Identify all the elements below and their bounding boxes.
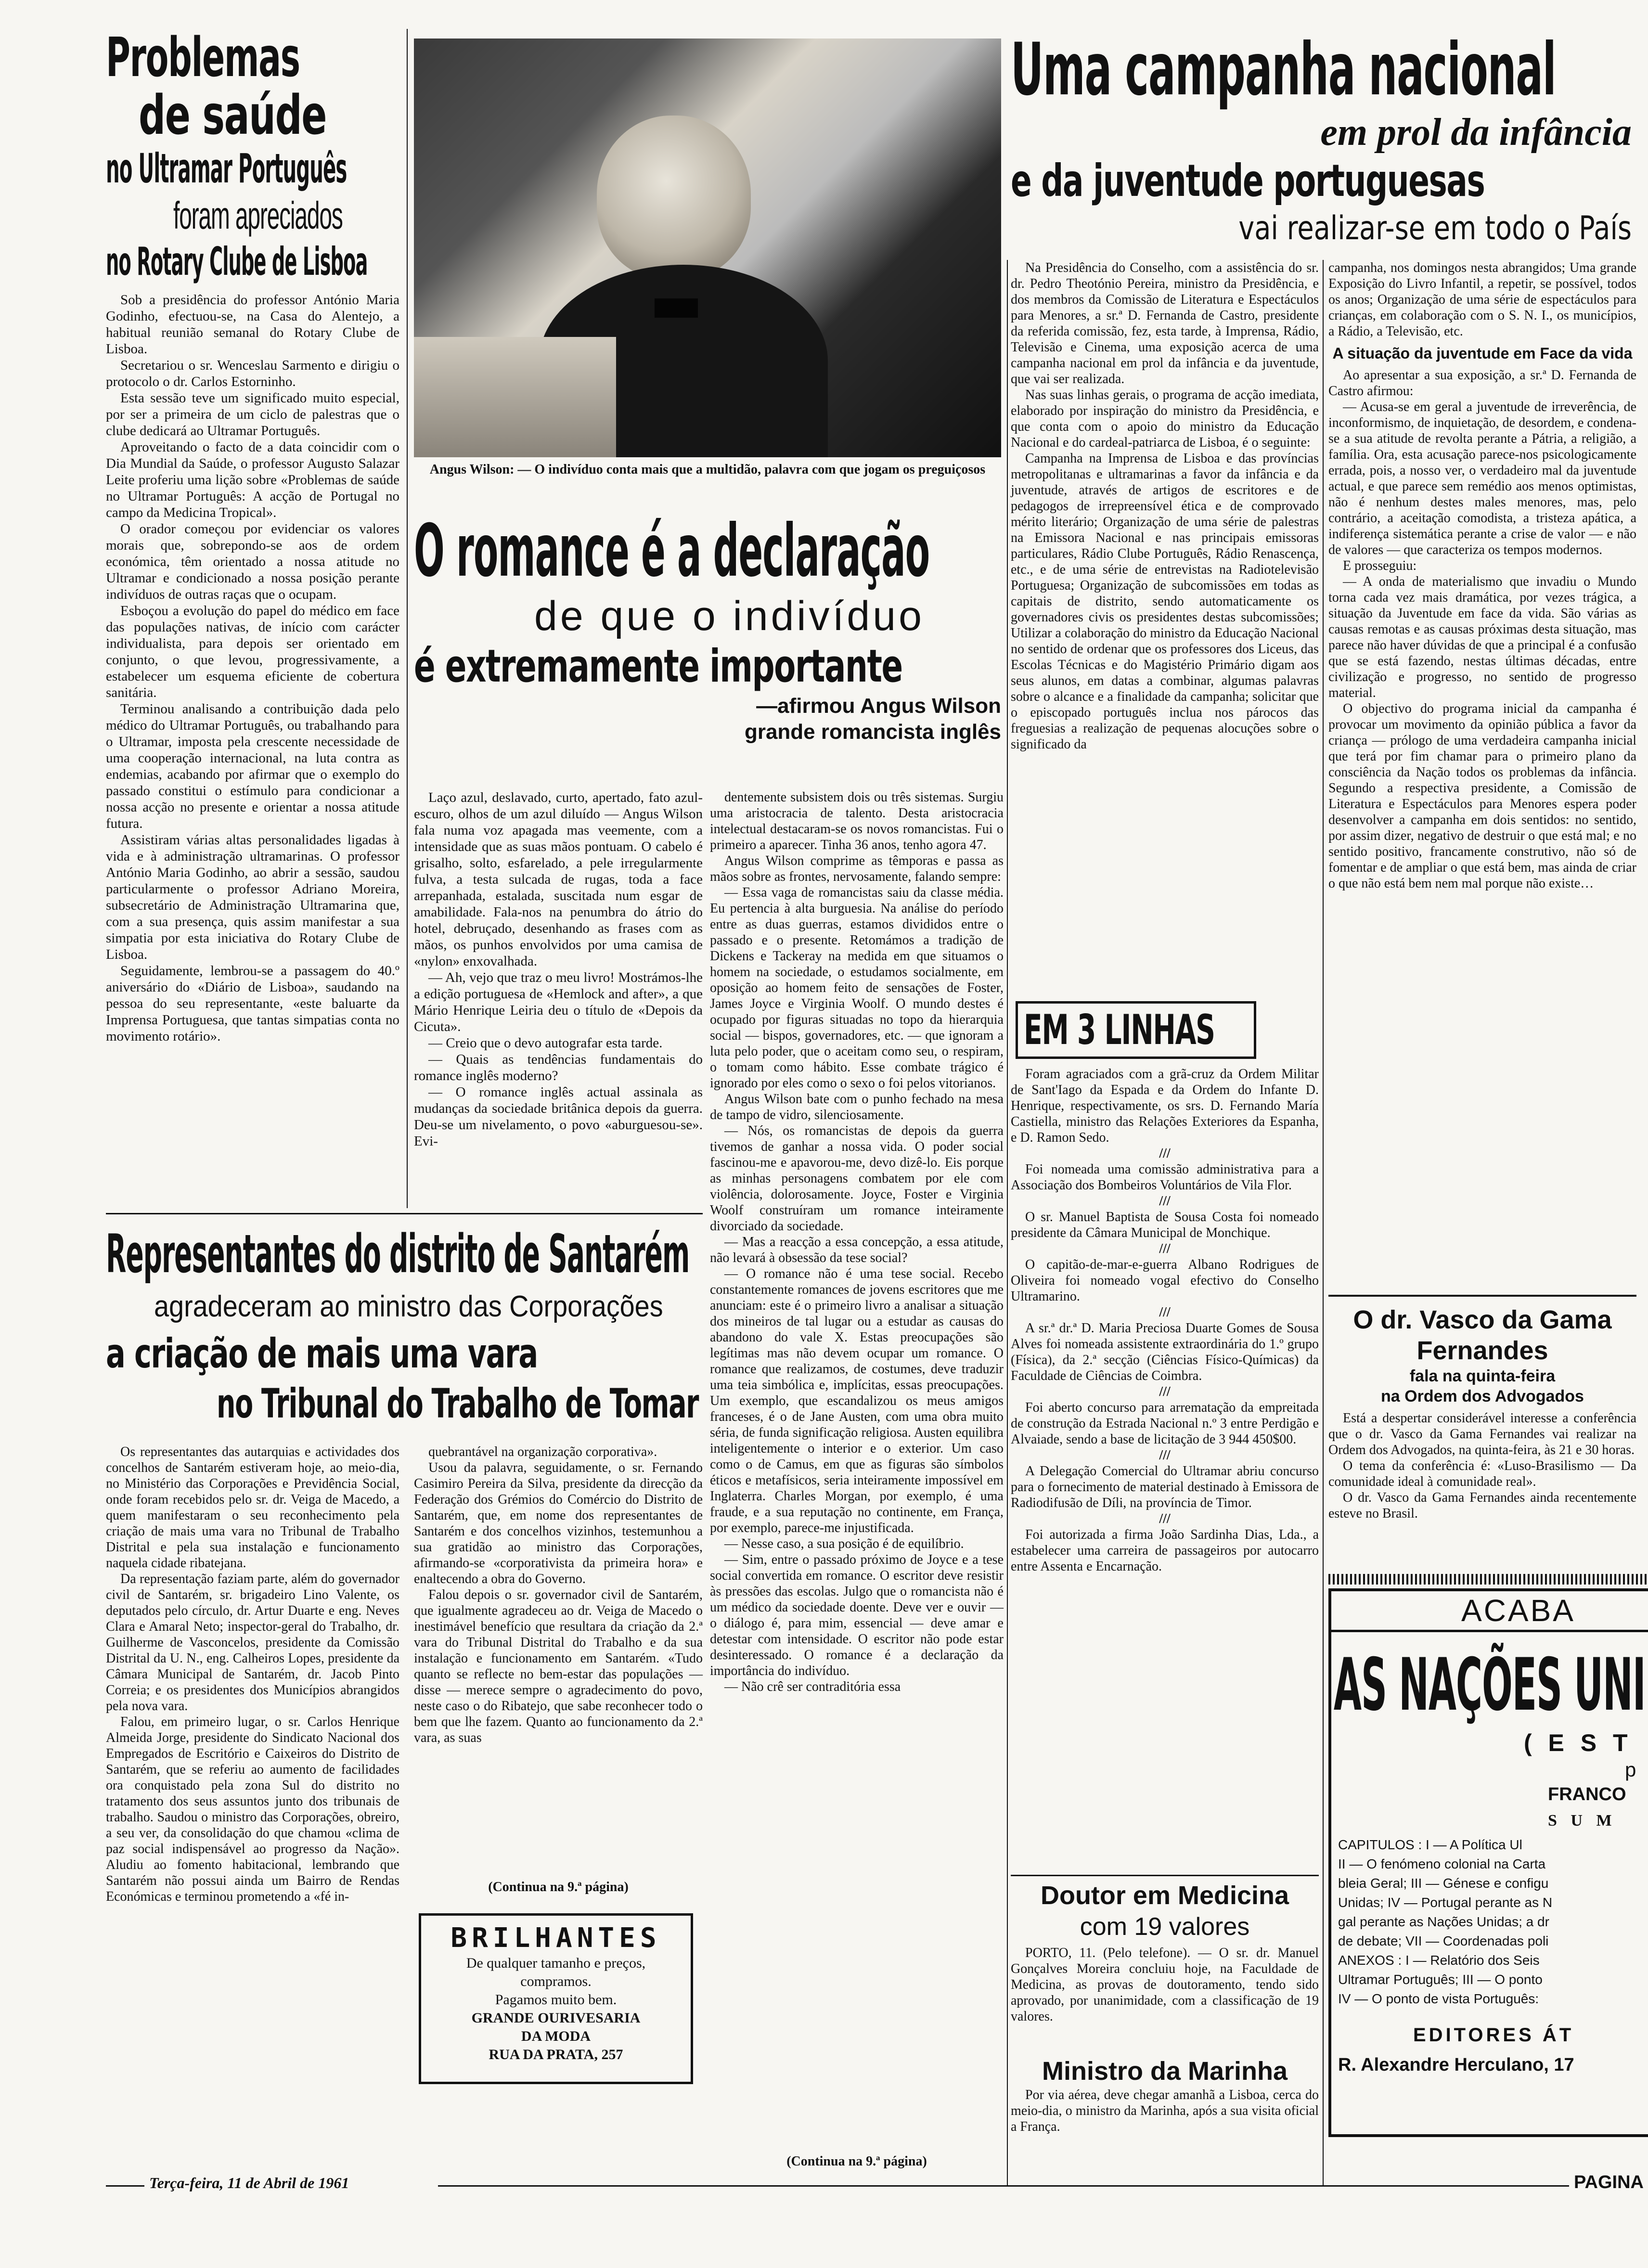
vasco-sub-2: na Ordem dos Advogados [1381,1387,1584,1405]
center-article-headline [414,510,1006,745]
continue-note-2: (Continua na 9.ª página) [786,2154,927,2169]
paragraph: Assistiram várias altas personalidades ligadas à vida e à administração ultramarinas. O professor António Maria Godinho, ao abrir a sessão, saudou particularmente o professor Adriano Moreira, subsecretário de Administração Ultramarina que, com a sua presença, quis assim manifestar a sua simpatia por esta iniciativa do Rotary Clube de Lisboa. [106,832,399,962]
headline-individuo: de que o indivíduo [534,593,925,639]
nacoes-acaba: ACABA [1461,1593,1575,1628]
vasco-sub-1: fala na quinta-feira [1409,1367,1556,1385]
headline-ultramar: no Ultramar Português [106,145,347,192]
nacoes-title: AS NAÇÕES UNI [1334,1643,1646,1727]
center-article-col1 [414,789,703,1149]
headline-problemas: Problemas [106,26,300,89]
summary-line: Ultramar Português; III — O ponto [1338,1972,1543,1987]
paragraph: Está a despertar considerável interesse a conferência que o dr. Vasco da Gama Fernandes vai realizar na Ordem dos Advogados, na quinta-feira, às 21 e 30 horas. [1328,1411,1636,1457]
paragraph: — Não crê ser contraditória essa [724,1679,901,1694]
paragraph: Na Presidência do Conselho, com a assistência do sr. dr. Pedro Theotónio Pereira, ministro da Presidência, e dos membros da Comissão de Literatura e Espectáculos para Menores, a sr.ª D. Fernanda de Castro, presidente da referida comissão, fez, esta tarde, à Imprensa, Rádio, Televisão e Cinema, uma exposição acerca de uma campanha nacional em prol da infância e da juventude, que vai ser realizada. [1011,260,1319,387]
paragraph: Laço azul, deslavado, curto, apertado, fato azul-escuro, olhos de um azul diluído — Angus Wilson fala numa voz apagada mas veemente, com a intensidade que as suas mãos pontuam. O cabelo é grisalho, solto, esfarelado, a pele irregularmente fulva, a testa sulcada de rugas, toda a face arrepanhada, estalada, suscitada num esgar de amabilidade. Fala-nos na penumbra do átrio do hotel, debruçado, desenhando as frases com as mãos, os punhos envolvidos por uma camisa de «nylon» enxovalhada. [414,790,703,969]
news-item: Foi autorizada a firma João Sardinha Dias, Lda., a estabelecer uma carreira de passageiros por autocarro entre Assenta e Encarnação. [1011,1527,1319,1574]
separator: /// [1159,1146,1171,1161]
paragraph: Campanha na Imprensa de Lisboa e das províncias metropolitanas e ultramarinas a favor da infância e da juventude, através de artigos de escritores e de pedagogos de irrepreensível ética e de comprovado mérito literário; Organização de uma série de palestras na Emissora Nacional e nas principais emissoras particulares, Rádio Clube Português, Rádio Renascença, etc., e de uma série de entrevistas na Radiotelevisão Portuguesa; Organização de subcomissões em todas as capitais de distrito, sendo automaticamente os governadores civis os presidentes destas subcomissões; Utilizar a colaboração do ministro da Educação Nacional no sentido de ordenar que os professores dos Liceus, das Escolas Técnicas e do Magistério Primário digam aos seus alunos, em datas a combinar, algumas palavras sobre o alcance e a finalidade da campanha; solicitar que o episcopado português inclua nos párocos das freguesias a realização de pequenas alocuções sobre o significado da [1011,451,1319,752]
right-article-headline [1011,29,1632,249]
center-article-col2 [710,789,1004,1695]
table-foreground [414,337,616,457]
continue-note-1: (Continua na 9.ª página) [488,1880,629,1894]
nacoes-address: R. Alexandre Herculano, 17 [1338,2055,1574,2075]
headline-rotary: no Rotary Clube de Lisboa [106,239,368,284]
nacoes-franco: FRANCO [1548,1784,1626,1804]
paragraph: — Nós, os romancistas de depois da guerra tivemos de ganhar a nossa vida. O poder social fascinou-me e apavorou-me, devo dizê-lo. Eis porque as minhas personagens combatem por ele com violência, dolorosamente. Joyce, Foster e Virginia Woolf construíram um romance inteiramente divorciado da sociedade. [710,1123,1004,1234]
ad-line: De qualquer tamanho e preços, [466,1955,646,1971]
separator: /// [1159,1384,1171,1399]
headline-realizar: vai realizar-se em todo o País [1238,209,1632,247]
vasco-title-1: O dr. Vasco da Gama [1353,1305,1612,1334]
medicina-title: Doutor em Medicina [1040,1881,1289,1910]
paragraph: O objectivo do programa inicial da campanha é provocar um movimento da opinião pública a favor da criança — prólogo de uma verdadeira campanha inicial que terá por fim chamar para o primeiro plano da consciência da Nação todos os problemas da infância. Segundo a respectiva presidente, a Comissão de Literatura e Espectáculos para Menores espera poder desenvolver a campanha em dois sentidos: no sentido, por assim dizer, negativo de destruir o que está mal; e no sentido positivo, francamente construtivo, não só de fomentar e de ampliar o que está bem, mas ainda de criar o que não está bem nem mal porque não existe… [1328,701,1636,891]
paragraph: Os representantes das autarquias e actividades dos concelhos de Santarém estiveram hoje, ao meio-dia, no Ministério das Corporações e Previdência Social, onde foram recebidos pelo sr. dr. Veiga de Macedo, a quem manifestaram o seu reconhecimento pela criação de mais uma vara no Tribunal de Trabalho Distrital e pela sua instalação e funcionamento naquela cidade ribatejana. [106,1444,399,1571]
marinha-title: Ministro da Marinha [1042,2057,1288,2086]
nacoes-p: p [1625,1758,1636,1781]
separator: /// [1159,1194,1171,1209]
paragraph: Angus Wilson bate com o punho fechado na mesa de tampo de vidro, silenciosamente. [710,1092,1004,1122]
paragraph: — A onda de materialismo que invadiu o Mundo torna cada vez mais dramática, por vezes trágica, a situação da Juventude em face da vida. São várias as causas remotas e as causas próximas desta situação, mas parece não haver dúvidas de que a principal é a confusão que se está fazendo, nestas últimas décadas, entre civilização e progresso, no sentido de progresso material. [1328,574,1636,700]
portrait-face [597,116,751,279]
paragraph: dentemente subsistem dois ou três sistemas. Surgiu uma aristocracia de talento. Desta aristocracia intelectual destacaram-se os novos romancistas. Fui o primeiro a aparecer. Tinha 36 anos, tenho agora 47. [710,790,1004,852]
separator: /// [1159,1241,1171,1256]
news-item: Foi nomeada uma comissão administrativa para a Associação dos Bombeiros Voluntários de Vila Flor. [1011,1162,1319,1193]
marinha-article [1011,2055,1319,2135]
headline-representantes: Representantes do distrito de Santarém [106,1223,690,1285]
vasco-body [1328,1410,1636,1521]
angus-wilson-photo [414,39,1001,457]
brilhantes-ad [419,1913,693,2084]
paragraph: Esboçou a evolução do papel do médico em face das populações nativas, de início com carácter individualista, para depois ser orientado em conjunto, o que levou, progressivamente, a estabelecer um esquema eficiente de cobertura sanitária. [106,603,399,700]
ad-line: compramos. [520,1973,592,1989]
ad-rule [1331,1630,1648,1632]
right-col1 [1011,260,1319,752]
paragraph: Seguidamente, lembrou-se a passagem do 40.º aniversário do «Diário de Lisboa», saudando na pessoa do seu representante, «este baluarte da Imprensa Portuguesa, que tantas simpatias conta no movimento rotário». [106,963,399,1044]
footer-date: Terça-feira, 11 de Abril de 1961 [149,2174,349,2191]
medicina-text: PORTO, 11. (Pelo telefone). — O sr. dr. Manuel Gonçalves Moreira concluiu hoje, na Faculdade de Medicina, as provas de doutoramento, tendo sido aprovado, por unanimidade, com a classificação de 19 valores. [1011,1946,1319,2024]
em3linhas-box [1016,1001,1256,1059]
ad-line: Pagamos muito bem. [495,1992,617,2008]
paragraph: Falou depois o sr. governador civil de Santarém, que igualmente agradeceu ao dr. Veiga de Macedo o inestimável benefício que resultara da criação da 2.ª vara do Tribunal Distrital do Trabalho e da sua instalação e funcionamento em Santarém. «Tudo quanto se reflecte no bem-estar das populações — disse — merece sempre o agradecimento do povo, neste caso o do Ribatejo, que sabe reconhecer todo o bem que lhe fazem. Quanto ao funcionamento da 2.ª vara, as suas [414,1587,703,1745]
subhead-juventude: A situação da juventude em Face da vida [1332,345,1633,362]
headline-de-saude: de saúde [139,84,327,147]
paragraph: Da representação faziam parte, além do governador civil de Santarém, sr. brigadeiro Lino Valente, os deputados pelo círculo, dr. Artur Duarte e eng. Neves Clara e Amaral Neto; inspector-geral do Trabalho, dr. Guilherme de Vasconcelos, presidente da Comissão Distrital da U. N., eng. Calheiros Lopes, presidente da Câmara Municipal de Santarém, dr. Jacob Pinto Correia; e os presidentes dos Municípios abrangidos pela nova vara. [106,1572,399,1714]
headline-prol: em prol da infância [1320,111,1632,154]
summary-line: CAPITULOS : I — A Política Ul [1338,1837,1522,1852]
nacoes-ad [1328,1588,1648,2137]
paragraph: Sob a presidência do professor António Maria Godinho, efectuou-se, na Casa do Alentejo, a habitual reunião semanal do Rotary Clube de Lisboa. [106,292,399,357]
paragraph: O tema da conferência é: «Luso-Brasilismo — Da comunidade ideal à comunidade real». [1328,1458,1636,1489]
separator: /// [1159,1305,1171,1320]
medicina-article [1011,1880,1319,2024]
separator: /// [1159,1448,1171,1463]
vasco-title-2: Fernandes [1416,1336,1548,1365]
column-rule [407,29,408,1208]
paragraph: — Sim, entre o passado próximo de Joyce e a tese social convertida em romance. O escritor deve resistir às pressões das escolas. Julgo que o romancista não é um médico da sociedade doente. Deve ver e ouvir — o diálogo é, para mim, essencial — deve amar e detestar com intensidade. O escritor não pode estar desinteressado. O romance é a declaração da importância do indivíduo. [710,1552,1004,1678]
paragraph: — Quais as tendências fundamentais do romance inglês moderno? [414,1052,703,1083]
paragraph: Terminou analisando a contribuição dada pelo médico do Ultramar Português, ou trabalhando para o Ultramar, imposta pela crescente necessidade de uma cooperação internacional, na luta contra as endemias, acabando por afirmar que o exemplo do passado constitui o estímulo para condicionar a nossa acção no presente e orientar a nossa atitude futura. [106,701,399,831]
nacoes-ad-hatch [1328,1574,1648,1585]
section-rule [1011,1875,1319,1876]
paragraph: O dr. Vasco da Gama Fernandes ainda recentemente esteve no Brasil. [1328,1490,1636,1521]
ad-line: GRANDE OURIVESARIA [471,2010,641,2026]
paragraph: Ao apresentar a sua exposição, a sr.ª D. Fernanda de Castro afirmou: [1328,368,1636,399]
paragraph: quebrantável na organização corporativa». [428,1444,657,1459]
headline-criacao: a criação de mais uma vara [106,1330,538,1377]
headline-campanha: Uma campanha nacional [1011,28,1556,112]
ad-title: BRILHANTES [451,1922,661,1954]
news-item: Foi aberto concurso para arrematação da empreitada de construção da Estrada Nacional n.º 3 entre Perdigão e Alvaiade, sendo a base de licitação de 3 944 450$00. [1011,1400,1319,1447]
paragraph: Falou, em primeiro lugar, o sr. Carlos Henrique Almeida Jorge, presidente do Sindicato Nacional dos Empregados de Escritório e Caixeiros do Distrito de Santarém, que se referiu ao aumento de facilidades ora conquistado pela zona Sul do distrito no tratamento dos seus assuntos junto dos tribunais de trabalho. Saudou o ministro das Corporações, obreiro, a seu ver, da consolidação do que chamou «clima de paz social indispensável ao progresso da Nação». Aludiu ao fomento habitacional, lembrando que Santarém não possui ainda um Bairro de Rendas Económicas e terminou prometendo a «fé in- [106,1714,399,1904]
headline-romance: O romance é a declaração [414,509,930,593]
paragraph: — Essa vaga de romancistas saiu da classe média. Eu pertencia à alta burguesia. Na análise do período entre as duas guerras, estamos divididos entre o passado e o presente. Retomámos a tradição de Dickens e Tackeray na medida em que situamos o homem na sociedade, o estudamos socialmente, em oposição ao homem feito de sensações de Foster, James Joyce e Virginia Woolf. O mundo destes é ocupado por figuras situadas no topo da hierarquia social — bispos, governadores, etc. — que ignoram a luta pelo poder, que o aceitam como seu, o respiram, o tomam como hábito. Esse combate trágico é ignorado por eles como o sexo o foi pelos vitorianos. [710,885,1004,1091]
summary-line: bleia Geral; III — Génese e configu [1338,1876,1549,1891]
left-article [106,26,399,1044]
paragraph: — Mas a reacção a essa concepção, a essa atitude, não levará à obsessão da tese social? [710,1235,1004,1265]
paragraph: Secretariou o sr. Wenceslau Sarmento e dirigiu o protocolo o dr. Carlos Estorninho. [106,358,399,389]
bow-tie [655,298,698,318]
section-rule [1328,1295,1636,1297]
paragraph: — O romance não é uma tese social. Recebo constantemente romances de jovens escritores que me anunciam: este é o primeiro livro a analisar a situação dos mineiros de tal lugar ou a estudar as causas do abandono do vale X. Estas preocupações são legítimas mas não devem ocupar um romance. O romance que realizamos, de costumes, deve traduzir uma teia simbólica e, implícitas, essas preocupações. Um exemplo, que escandalizou os meus amigos franceses, é o de Jane Austen, com uma obra muito séria, de funda significação religiosa. Austen equilibra inteligentemente o interior e o exterior. Um caso como o de Camus, em que as figuras são símbolos éticos e metafísicos, seria inteiramente impossível em Inglaterra. Charles Morgan, por exemplo, é uma fraude, e a sua reputação no continente, em França, por exemplo, parece-me injustificada. [710,1266,1004,1535]
paragraph: — O romance inglês actual assinala as mudanças da sociedade britânica depois da guerra. Deu-se um nivelamento, o povo «aburguesou-se». Evi- [414,1084,703,1149]
headline-importante: é extremamente importante [414,640,902,693]
headline-tribunal: no Tribunal do Trabalho de Tomar [217,1380,699,1427]
summary-line: de debate; VII — Coordenadas poli [1338,1933,1549,1948]
summary-line: gal perante as Nações Unidas; a dr [1338,1914,1549,1929]
nacoes-summary [1331,1835,1648,2009]
column-rule [1323,260,1324,2185]
headline-juventude: e da juventude portuguesas [1011,155,1485,206]
news-item: A sr.ª dr.ª D. Maria Preciosa Duarte Gomes de Sousa Alves foi nomeada assistente extraordinária do 1.º grupo (Física), da 2.ª secção (Ciências Físico-Químicas) da Faculdade de Ciências de Coimbra. [1011,1321,1319,1383]
footer-page: PAGINA [1569,2172,1644,2193]
headline-agradeceram: agradeceram ao ministro das Corporações [154,1290,663,1323]
footer-rule [438,2185,1593,2187]
summary-line: Unidas; IV — Portugal perante as N [1338,1895,1553,1910]
ad-line: DA MODA [521,2028,591,2044]
em3linhas-title: EM 3 LINHAS [1023,1006,1215,1054]
headline-foram: foram apreciados [173,194,343,237]
photo-caption: Angus Wilson: — O indivíduo conta mais que a multidão, palavra com que jogam os preguiçosos [429,462,986,477]
paragraph: E prosseguiu: [1343,558,1417,573]
ad-line: RUA DA PRATA, 257 [489,2047,623,2062]
santarem-col2 [414,1444,703,1746]
paragraph: Nas suas linhas gerais, o programa de acção imediata, elaborado por inspiração do ministro da Presidência, e que conta com o apoio do ministro da Educação Nacional e do cardeal-patriarca de Lisboa, é o seguinte: [1011,387,1319,450]
santarem-col1 [106,1444,399,1905]
paragraph: Angus Wilson comprime as têmporas e passa as mãos sobre as frontes, nervosamente, falando sempre: [710,853,1004,884]
news-item: O capitão-de-mar-e-guerra Albano Rodrigues de Oliveira foi nomeado vogal efectivo do Conselho Ultramarino. [1011,1257,1319,1304]
news-item: A Delegação Comercial do Ultramar abriu concurso para o fornecimento de material destinado à Emissora de Radiodifusão de Díli, na província de Timor. [1011,1464,1319,1510]
medicina-subtitle: com 19 valores [1080,1913,1250,1941]
section-rule [106,1213,703,1214]
paragraph: O orador começou por evidenciar os valores morais que, sobrepondo-se aos de ordem económica, têm orientado a nossa atitude no Ultramar e condicionado a nossa posição perante indivíduos de outras raças que o ocupam. [106,521,399,602]
paragraph: — Acusa-se em geral a juventude de irreverência, de inconformismo, de inquietação, de desordem, e condena-se a sua atitude de revolta perante a Pátria, a religião, a família. Ora, esta acusação parece-nos psicologicamente errada, pois, a nosso ver, o verdadeiro mal da juventude actual, e que parece sem remédio aos menos optimistas, não é nenhum destes males menores, mas, pelo contrário, a aceitação comodista, a tristeza apática, a indiferença sistemática perante a crise de valor — e não de valores — que caracteriza os tempos modernos. [1328,399,1636,557]
santarem-article-headline [106,1223,703,1429]
paragraph: — Creio que o devo autografar esta tarde. [428,1035,663,1051]
summary-line: IV — O ponto de vista Português: [1338,1991,1539,2006]
marinha-text: Por via aérea, deve chegar amanhã a Lisboa, cerca do meio-dia, o ministro da Marinha, após a sua visita oficial a França. [1011,2088,1319,2134]
left-article-body [106,292,399,1044]
paragraph: — Nesse caso, a sua posição é de equilíbrio. [724,1536,964,1551]
summary-line: ANEXOS : I — Relatório dos Seis [1338,1953,1540,1968]
vasco-article [1328,1304,1636,1521]
em3linhas-body [1011,1066,1319,1574]
paragraph: Aproveitando o facto de a data coincidir com o Dia Mundial da Saúde, o professor Augusto Salazar Leite proferiu uma lição sobre «Problemas de saúde no Ultramar Português: A acção de Portugal no campo da Medicina Tropical». [106,439,399,520]
separator: /// [1159,1511,1171,1526]
news-item: O sr. Manuel Baptista de Sousa Costa foi nomeado presidente da Câmara Municipal de Monchique. [1011,1210,1319,1240]
summary-line: II — O fenómeno colonial na Carta [1338,1856,1546,1871]
footer-rule-left [106,2185,144,2187]
column-rule [1007,260,1008,2185]
byline-1: —afirmou Angus Wilson [756,694,1001,718]
paragraph: Usou da palavra, seguidamente, o sr. Fernando Casimiro Pereira da Silva, presidente da direcção da Federação dos Grémios do Comércio do Distrito de Santarém, que, em nome dos representantes de Santarém e dos concelhos vizinhos, testemunhou a sua gratidão ao ministro das Corporações, afirmando-se «corporativista da primeira hora» e enaltecendo a obra do Governo. [414,1460,703,1586]
paragraph: campanha, nos domingos nesta abrangidos; Uma grande Exposição do Livro Infantil, a repetir, se possível, todos os anos; Organização de uma série de espectáculos para crianças, em colaboração com o S. N. I., os municípios, a Rádio, a Televisão, etc. [1328,260,1636,339]
byline-2: grande romancista inglês [744,720,1001,744]
paragraph: — Ah, vejo que traz o meu livro! Mostrámos-lhe a edição portuguesa de «Hemlock and after», a que Mário Henrique Leiria deu o título de «Depois da Cicuta». [414,970,703,1034]
right-col2 [1328,260,1636,891]
news-item: Foram agraciados com a grã-cruz da Ordem Militar de Sant'Iago da Espada e da Ordem do Infante D. Henrique, respectivamente, os srs. D. Fernando María Castiella, ministro das Relações Exteriores da Espanha, e D. Ramon Sedo. [1011,1067,1319,1145]
nacoes-sum: S U M [1548,1812,1617,1830]
nacoes-est: ( E S T [1524,1729,1633,1756]
nacoes-editores: EDITORES ÁT [1413,2024,1574,2046]
paragraph: Esta sessão teve um significado muito especial, por ser a primeira de um ciclo de palestras que o clube dedicará ao Ultramar Português. [106,390,399,438]
